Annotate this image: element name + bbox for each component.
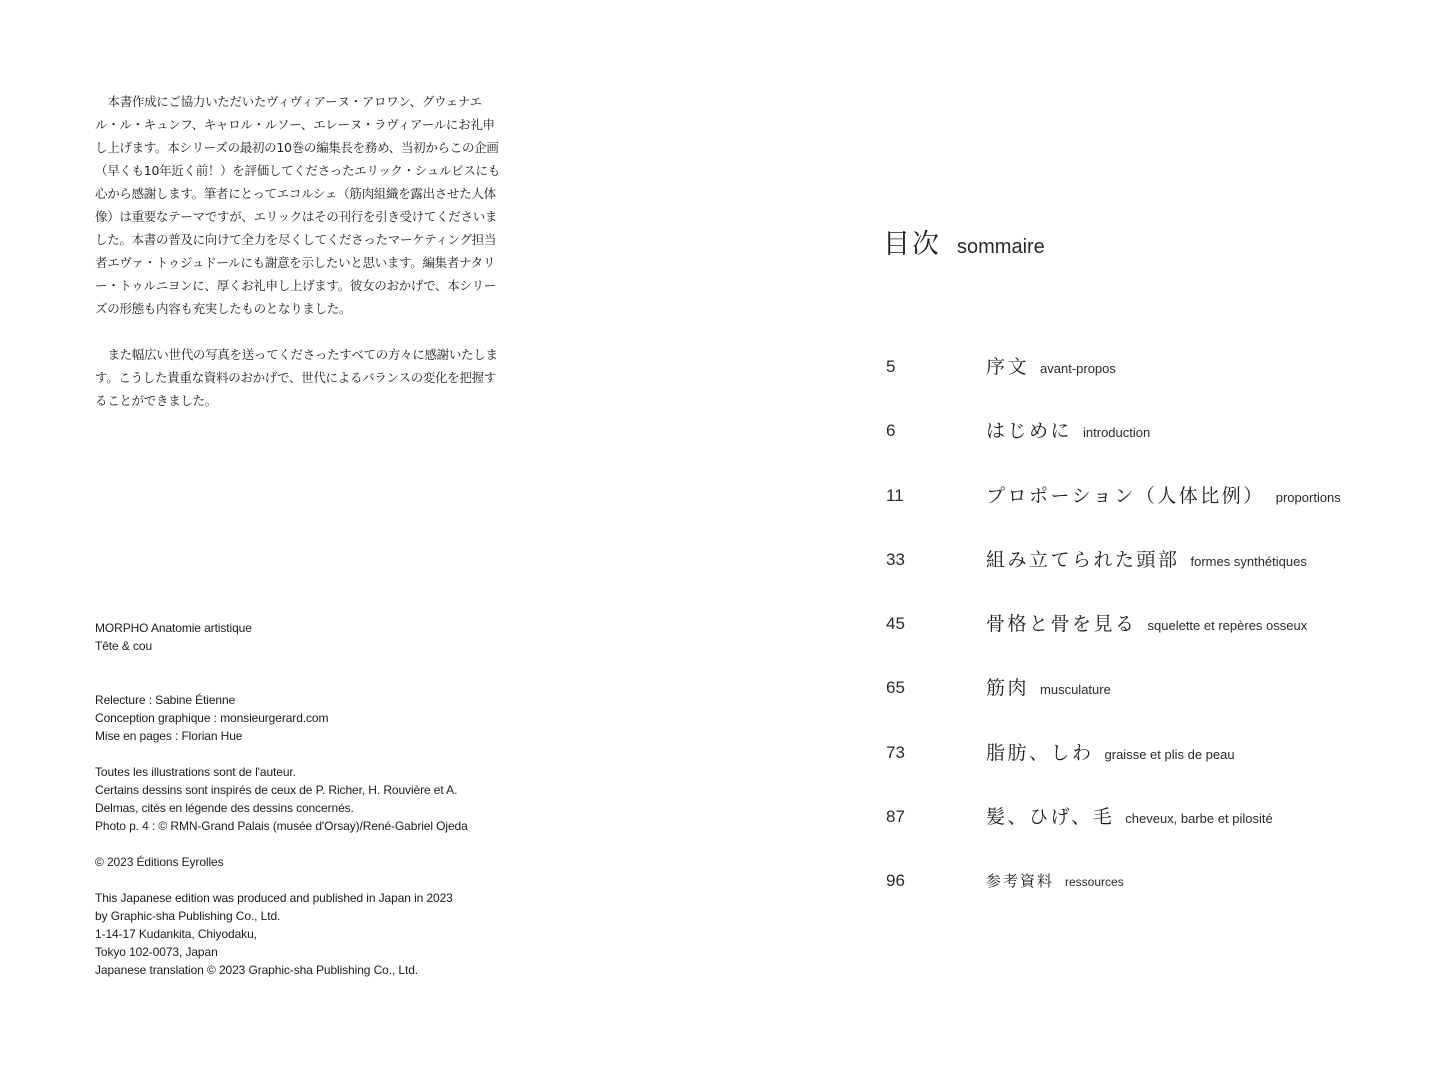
toc-title-jp: 脂肪、しわ <box>986 741 1094 764</box>
toc-entry[interactable] <box>886 349 1356 413</box>
toc-entry[interactable] <box>886 735 1356 799</box>
edition-line: This Japanese edition was produced and published in Japan in 2023 <box>95 891 453 905</box>
illustration-note: Certains dessins sont inspirés de ceux de P. Richer, H. Rouvière et A. <box>95 783 458 797</box>
toc-title-fr: squelette et repères osseux <box>1147 618 1308 634</box>
toc-title-fr: formes synthétiques <box>1190 553 1307 569</box>
toc-title-jp: はじめに <box>986 420 1073 443</box>
toc-page-number: 11 <box>886 485 904 505</box>
toc-title-fr: introduction <box>1083 425 1151 441</box>
address-line: Tokyo 102-0073, Japan <box>95 945 218 959</box>
toc-title-jp: 序文 <box>986 356 1030 378</box>
volume-title: Tête & cou <box>95 639 153 653</box>
series-info <box>95 619 515 655</box>
design-credit: Conception graphique : monsieurgerard.com <box>95 711 329 725</box>
colophon <box>95 619 515 979</box>
japanese-edition-info <box>95 889 515 979</box>
layout-credit: Mise en pages : Florian Hue <box>95 729 243 743</box>
toc-entry[interactable] <box>886 542 1356 606</box>
copyright-line: © 2023 Éditions Eyrolles <box>95 855 224 869</box>
publisher-line: by Graphic-sha Publishing Co., Ltd. <box>95 909 281 923</box>
toc-title-fr: cheveux, barbe et pilosité <box>1125 811 1273 827</box>
toc-heading <box>883 222 1045 261</box>
toc-page-number: 87 <box>886 807 905 827</box>
toc-entry[interactable] <box>886 606 1356 670</box>
series-title: MORPHO Anatomie artistique <box>95 621 252 635</box>
toc-title-fr: graisse et plis de peau <box>1104 746 1235 762</box>
translation-copyright: Japanese translation © 2023 Graphic-sha Publishing Co., Ltd. <box>95 963 419 977</box>
toc-title-fr: ressources <box>1065 875 1124 890</box>
toc-title-jp: 骨格と骨を見る <box>986 613 1137 636</box>
toc-page-number: 96 <box>886 871 905 891</box>
toc-title-fr: avant-propos <box>1040 361 1116 376</box>
toc-page-number: 5 <box>886 357 896 376</box>
copyright-block <box>95 853 515 871</box>
toc-title-jp: プロポーション（人体比例） <box>986 484 1265 507</box>
toc-title-jp: 参考資料 <box>986 872 1055 891</box>
acknowledgements <box>95 90 505 412</box>
toc-title-jp: 髪、ひげ、毛 <box>986 806 1115 829</box>
toc-heading-jp: 目次 <box>883 229 941 260</box>
toc-entry[interactable] <box>886 799 1356 863</box>
photo-credit: Photo p. 4 : © RMN-Grand Palais (musée d'Orsay)/René-Gabriel Ojeda <box>95 819 468 833</box>
toc-page-number: 73 <box>886 742 905 762</box>
proofreading-credit: Relecture : Sabine Étienne <box>95 693 236 707</box>
toc-heading-fr: sommaire <box>957 236 1045 258</box>
toc-title-fr: proportions <box>1275 489 1341 505</box>
address-line: 1-14-17 Kudankita, Chiyodaku, <box>95 927 257 941</box>
staff-credits <box>95 691 515 745</box>
toc-entry[interactable] <box>886 478 1356 542</box>
illustration-note: Toutes les illustrations sont de l'auteur. <box>95 765 296 779</box>
toc-title-jp: 筋肉 <box>986 677 1030 700</box>
acknowledgement-paragraph: また幅広い世代の写真を送ってくださったすべての方々に感謝いたします。こうした貴重な資料のおかげで、世代によるバランスの変化を把握することができました。 <box>95 347 498 408</box>
illustration-credits <box>95 763 515 835</box>
toc-entry[interactable] <box>886 863 1356 927</box>
toc-entry[interactable] <box>886 413 1356 477</box>
acknowledgement-paragraph: 本書作成にご協力いただいたヴィヴィアーヌ・アロワン、グウェナエル・ル・キュンフ、キャロル・ルソー、エレーヌ・ラヴィアールにお礼申し上げます。本シリーズの最初の10巻の編集長を務め、当初からこの企画（早くも10年近く前！）を評価してくださったエリック・シュルピスにも心から感謝します。筆者にとってエコルシェ（筋肉組織を露出させた人体像）は重要なテーマですが、エリックはその刊行を引き受けてくださいました。本書の普及に向けて全力を尽くしてくださったマーケティング担当者エヴァ・トゥジュドールにも謝意を示したいと思います。編集者ナタリー・トゥルニヨンに、厚くお礼申し上げます。彼女のおかげで、本シリーズの形態も内容も充実したものとなりました。 <box>95 94 500 316</box>
toc-title-jp: 組み立てられた頭部 <box>986 548 1180 571</box>
toc-page-number: 6 <box>886 421 896 441</box>
toc-page-number: 45 <box>886 614 905 634</box>
illustration-note: Delmas, cités en légende des dessins concernés. <box>95 801 354 815</box>
toc-title-fr: musculature <box>1040 682 1111 698</box>
toc-entry[interactable] <box>886 670 1356 734</box>
table-of-contents <box>886 349 1356 928</box>
toc-page-number: 33 <box>886 549 905 569</box>
toc-page-number: 65 <box>886 678 905 698</box>
